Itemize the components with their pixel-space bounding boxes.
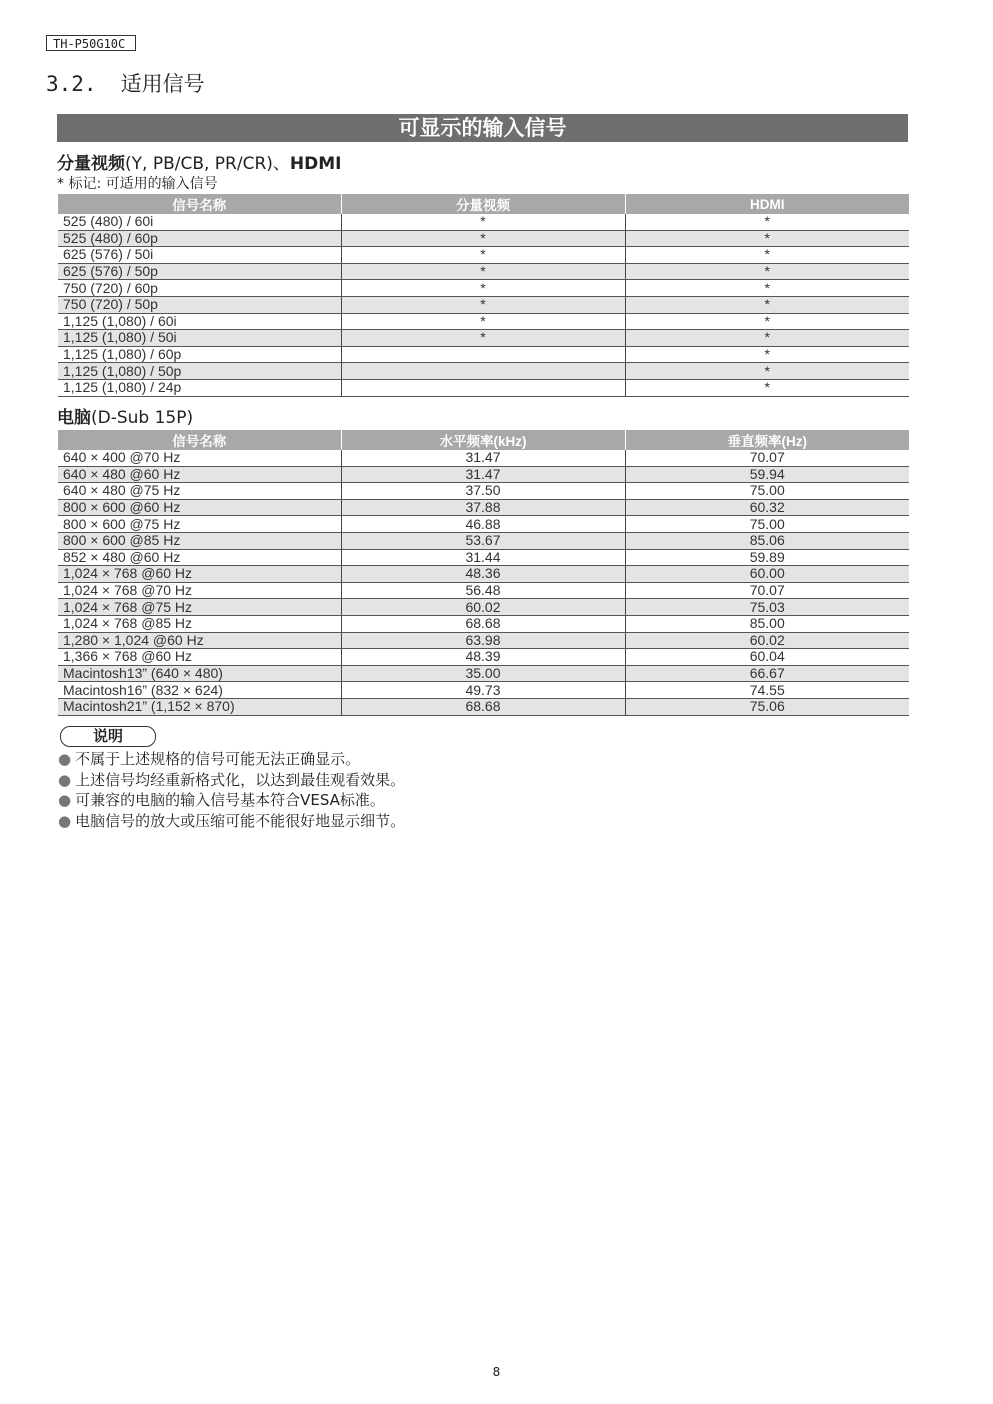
value-cell: 37.88 (341, 499, 625, 516)
banner-title: 可显示的输入信号 (57, 114, 908, 142)
signal-name-cell: 750 (720) / 50p (58, 296, 341, 313)
value-cell: * (625, 296, 909, 313)
pc-heading-rest: (D-Sub 15P) (91, 408, 194, 428)
value-cell: 70.07 (625, 450, 909, 466)
signal-name-cell: 1,125 (1,080) / 60p (58, 346, 341, 363)
value-cell: 35.00 (341, 665, 625, 682)
signal-name-cell: 1,280 × 1,024 @60 Hz (58, 632, 341, 649)
table-row (58, 499, 909, 516)
signal-name-cell: 1,024 × 768 @70 Hz (58, 582, 341, 599)
table-row (58, 280, 909, 297)
value-cell: * (341, 296, 625, 313)
value-cell: * (625, 363, 909, 380)
signal-name-cell: 800 × 600 @75 Hz (58, 516, 341, 533)
bullet-icon: ● (58, 791, 72, 809)
value-cell: 60.02 (341, 599, 625, 616)
table-row (58, 599, 909, 616)
column-header: 水平频率(kHz) (341, 430, 625, 450)
value-cell: 66.67 (625, 665, 909, 682)
pc-heading (57, 403, 193, 428)
value-cell: 59.94 (625, 466, 909, 483)
table-row (58, 330, 909, 347)
notes-list (58, 749, 405, 831)
note-item (58, 811, 405, 832)
note-item (58, 770, 405, 791)
table-row (58, 483, 909, 500)
value-cell: * (625, 346, 909, 363)
signal-name-cell: 1,024 × 768 @60 Hz (58, 566, 341, 583)
table-header-row (58, 194, 909, 214)
signal-name-cell: 625 (576) / 50p (58, 263, 341, 280)
signal-name-cell: 1,125 (1,080) / 24p (58, 379, 341, 396)
table-row (58, 346, 909, 363)
value-cell: 85.00 (625, 615, 909, 632)
table-row (58, 549, 909, 566)
table-row (58, 649, 909, 666)
signal-name-cell: 800 × 600 @85 Hz (58, 532, 341, 549)
note-item (58, 790, 405, 811)
note-item (58, 749, 405, 770)
signal-name-cell: 640 × 480 @75 Hz (58, 483, 341, 500)
value-cell: 49.73 (341, 682, 625, 699)
signal-name-cell: 750 (720) / 60p (58, 280, 341, 297)
value-cell: * (625, 214, 909, 230)
value-cell: 75.06 (625, 698, 909, 715)
value-cell: * (625, 230, 909, 247)
table-row (58, 296, 909, 313)
value-cell: 60.00 (625, 566, 909, 583)
signal-name-cell: Macintosh21” (1,152 × 870) (58, 698, 341, 715)
value-cell: 48.36 (341, 566, 625, 583)
value-cell: 60.02 (625, 632, 909, 649)
section-number: 3.2. (46, 72, 97, 96)
table-row (58, 698, 909, 715)
value-cell (341, 379, 625, 396)
signal-name-cell: 800 × 600 @60 Hz (58, 499, 341, 516)
value-cell (341, 363, 625, 380)
value-cell: * (341, 247, 625, 264)
signal-name-cell: Macintosh16” (832 × 624) (58, 682, 341, 699)
value-cell: 75.00 (625, 483, 909, 500)
bullet-icon: ● (58, 750, 72, 768)
column-header: 信号名称 (58, 194, 341, 214)
value-cell: 56.48 (341, 582, 625, 599)
signal-name-cell: 1,125 (1,080) / 60i (58, 313, 341, 330)
table-row (58, 532, 909, 549)
value-cell: 68.68 (341, 698, 625, 715)
value-cell: 59.89 (625, 549, 909, 566)
signal-name-cell: 1,125 (1,080) / 50p (58, 363, 341, 380)
table-row (58, 247, 909, 264)
table-row (58, 379, 909, 396)
table-row (58, 313, 909, 330)
note-text: 不属于上述规格的信号可能无法正确显示。 (75, 750, 361, 768)
table-row (58, 516, 909, 533)
value-cell: 68.68 (341, 615, 625, 632)
signal-name-cell: 625 (576) / 50i (58, 247, 341, 264)
signal-name-cell: 525 (480) / 60i (58, 214, 341, 230)
table-row (58, 363, 909, 380)
table-row (58, 665, 909, 682)
table-header-row (58, 430, 909, 450)
component-heading-bold: 分量视频 (57, 154, 125, 174)
signal-name-cell: 1,024 × 768 @85 Hz (58, 615, 341, 632)
value-cell: 53.67 (341, 532, 625, 549)
value-cell: * (625, 330, 909, 347)
table-row (58, 450, 909, 466)
column-header: 信号名称 (58, 430, 341, 450)
value-cell: 75.03 (625, 599, 909, 616)
column-header: HDMI (625, 194, 909, 214)
table-row (58, 615, 909, 632)
signal-name-cell: 1,125 (1,080) / 50i (58, 330, 341, 347)
value-cell: 60.04 (625, 649, 909, 666)
notes-label: 说明 (60, 726, 156, 747)
value-cell: * (341, 280, 625, 297)
value-cell: 63.98 (341, 632, 625, 649)
component-signal-table (58, 194, 909, 397)
value-cell: 85.06 (625, 532, 909, 549)
signal-name-cell: 852 × 480 @60 Hz (58, 549, 341, 566)
table-row (58, 566, 909, 583)
table-row (58, 230, 909, 247)
pc-heading-bold: 电脑 (57, 408, 91, 428)
table-row (58, 263, 909, 280)
section-title: 适用信号 (120, 72, 205, 96)
value-cell: 31.47 (341, 450, 625, 466)
value-cell: 31.47 (341, 466, 625, 483)
value-cell: * (625, 313, 909, 330)
model-label: TH-P50G10C (46, 35, 136, 51)
note-text: 电脑信号的放大或压缩可能不能很好地显示细节。 (75, 811, 406, 830)
value-cell: * (341, 313, 625, 330)
table-row (58, 582, 909, 599)
value-cell: * (341, 214, 625, 230)
value-cell: * (341, 263, 625, 280)
component-heading-hdmi: HDMI (289, 154, 342, 174)
value-cell: 31.44 (341, 549, 625, 566)
section-heading (46, 68, 205, 98)
value-cell: * (341, 330, 625, 347)
component-heading-rest: (Y, PB/CB, PR/CR)、 (125, 154, 290, 174)
value-cell: * (625, 280, 909, 297)
note-text: 可兼容的电脑的输入信号基本符合VESA标准。 (75, 791, 385, 809)
value-cell: 74.55 (625, 682, 909, 699)
value-cell: 48.39 (341, 649, 625, 666)
table-row (58, 214, 909, 230)
table-row (58, 466, 909, 483)
value-cell: 70.07 (625, 582, 909, 599)
signal-name-cell: 640 × 400 @70 Hz (58, 450, 341, 466)
value-cell: 37.50 (341, 483, 625, 500)
value-cell (341, 346, 625, 363)
value-cell: * (625, 247, 909, 264)
component-note: * 标记: 可适用的输入信号 (57, 176, 218, 192)
table-row (58, 632, 909, 649)
page-number: 8 (492, 1365, 501, 1379)
note-text: 上述信号均经重新格式化，以达到最佳观看效果。 (75, 770, 406, 789)
value-cell: * (625, 263, 909, 280)
column-header: 分量视频 (341, 194, 625, 214)
pc-signal-table (58, 430, 909, 716)
signal-name-cell: 525 (480) / 60p (58, 230, 341, 247)
signal-name-cell: 1,024 × 768 @75 Hz (58, 599, 341, 616)
bullet-icon: ● (58, 770, 72, 789)
value-cell: 46.88 (341, 516, 625, 533)
value-cell: 75.00 (625, 516, 909, 533)
table-row (58, 682, 909, 699)
bullet-icon: ● (58, 811, 72, 830)
value-cell: * (341, 230, 625, 247)
column-header: 垂直频率(Hz) (625, 430, 909, 450)
signal-name-cell: Macintosh13” (640 × 480) (58, 665, 341, 682)
value-cell: 60.32 (625, 499, 909, 516)
signal-name-cell: 1,366 × 768 @60 Hz (58, 649, 341, 666)
component-heading (57, 149, 342, 174)
value-cell: * (625, 379, 909, 396)
signal-name-cell: 640 × 480 @60 Hz (58, 466, 341, 483)
